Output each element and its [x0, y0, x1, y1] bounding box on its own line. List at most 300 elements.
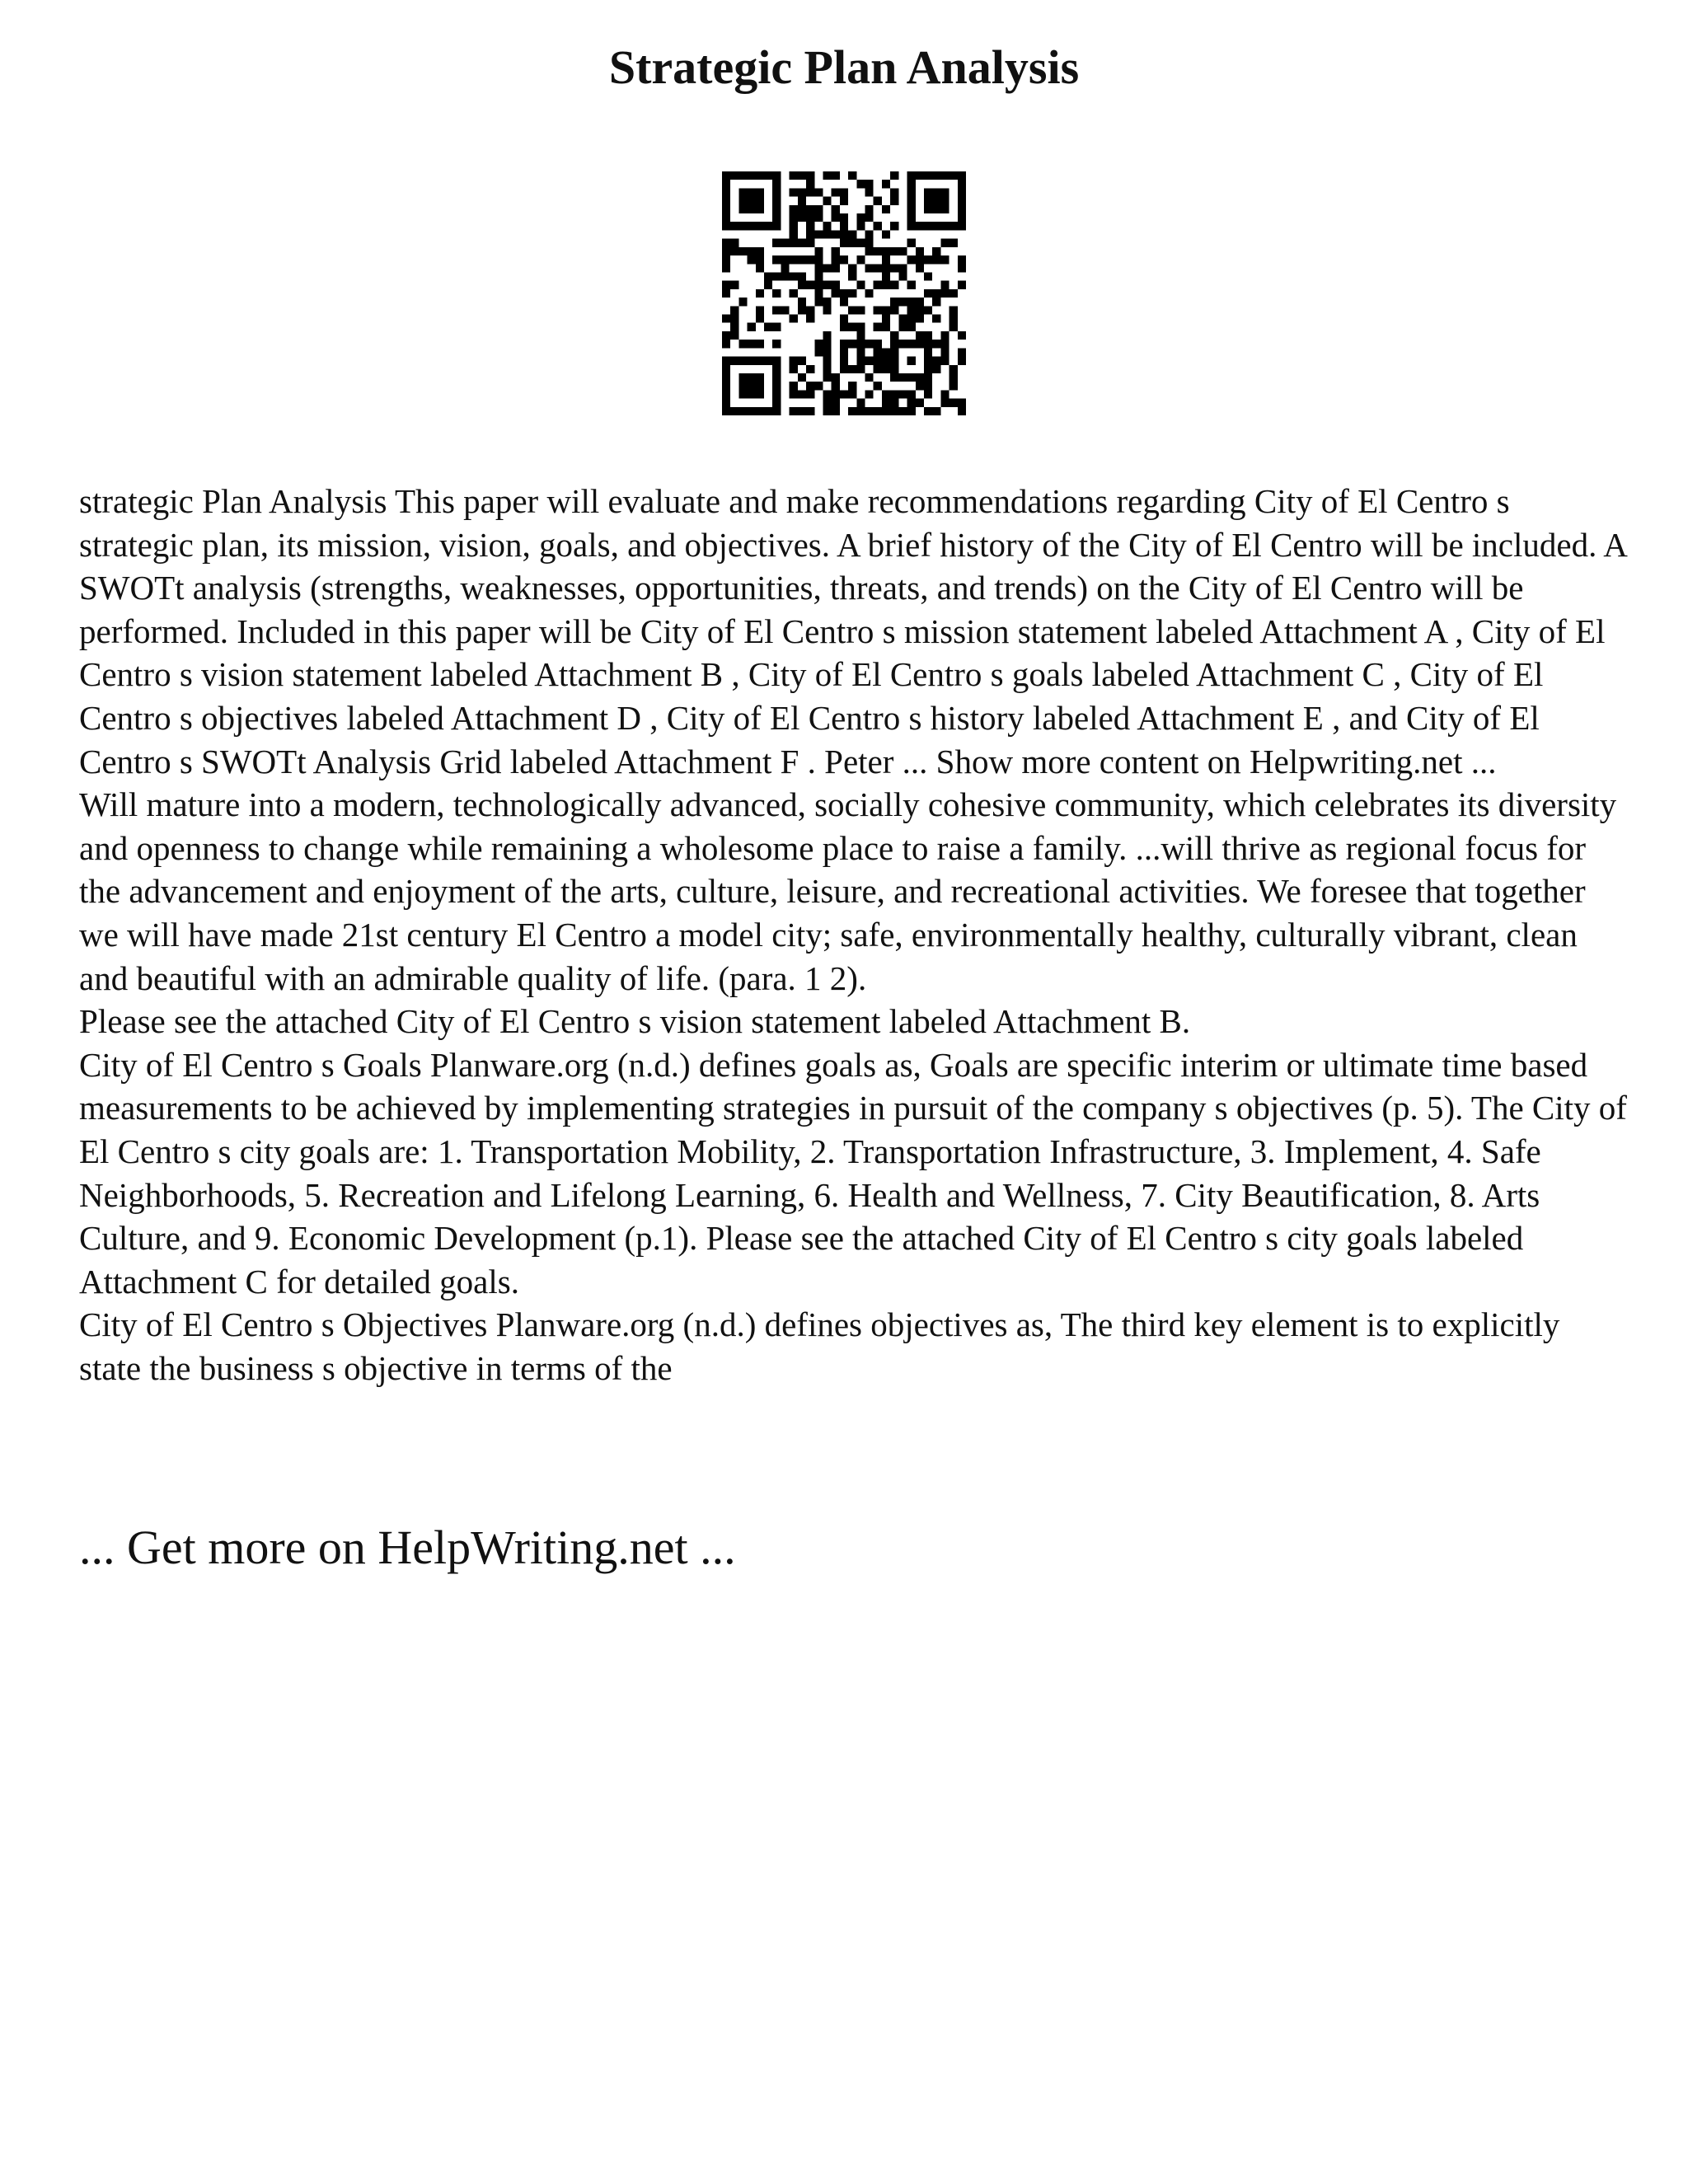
qr-module: [890, 222, 898, 230]
qr-module: [832, 407, 840, 415]
qr-module: [916, 382, 924, 390]
paragraph-vision: Will mature into a modern, technologically advanced, socially cohesive community, which celebrates its diversity and openness to change while remaining a wholesome place to raise a family. ...will thrive as regional focus for the advancement and enjoyment of the arts, culture, leisure, and recreational activities. We foresee that together we will have made 21st century El Centro a model city; safe, environmentally healthy, culturally vibrant, clean and beautiful with an admirable quality of life. (para. 1 2).: [79, 785, 1617, 997]
qr-module: [890, 331, 898, 340]
qr-module: [907, 399, 916, 407]
qr-module: [890, 171, 898, 180]
qr-module: [814, 289, 823, 298]
qr-module: [806, 407, 814, 415]
qr-module: [730, 222, 738, 230]
qr-module: [958, 197, 966, 205]
qr-module: [790, 188, 798, 196]
qr-module: [772, 323, 781, 331]
qr-module: [907, 188, 916, 196]
qr-module: [806, 239, 814, 247]
qr-module: [798, 255, 806, 264]
qr-module: [848, 390, 856, 398]
qr-module: [874, 281, 882, 289]
qr-module: [814, 247, 823, 255]
qr-module: [823, 340, 831, 348]
qr-module: [722, 407, 730, 415]
qr-module: [738, 390, 747, 398]
qr-module: [932, 289, 940, 298]
qr-module: [940, 348, 949, 356]
qr-module: [748, 382, 756, 390]
qr-module: [790, 289, 798, 298]
qr-module: [748, 390, 756, 398]
qr-module: [790, 205, 798, 213]
qr-module: [748, 255, 756, 264]
qr-module: [756, 306, 764, 314]
qr-module: [840, 239, 848, 247]
qr-module: [932, 171, 940, 180]
qr-module: [924, 331, 932, 340]
qr-module: [950, 306, 958, 314]
qr-module: [798, 205, 806, 213]
qr-module: [932, 340, 940, 348]
qr-module: [856, 255, 865, 264]
qr-module: [907, 180, 916, 188]
qr-module: [840, 230, 848, 238]
qr-module: [874, 348, 882, 356]
qr-module: [856, 357, 865, 365]
qr-module: [781, 272, 789, 280]
qr-module: [806, 382, 814, 390]
qr-module: [806, 255, 814, 264]
qr-module: [823, 230, 831, 238]
qr-module: [932, 255, 940, 264]
qr-module: [823, 222, 831, 230]
qr-module: [722, 357, 730, 365]
qr-module: [806, 230, 814, 238]
qr-module: [756, 255, 764, 264]
qr-module: [832, 382, 840, 390]
qr-module: [848, 323, 856, 331]
qr-module: [932, 247, 940, 255]
qr-module: [772, 390, 781, 398]
qr-module: [840, 289, 848, 298]
qr-module: [874, 222, 882, 230]
qr-module: [856, 348, 865, 356]
qr-module: [865, 357, 874, 365]
qr-code: [722, 171, 966, 415]
qr-module: [738, 382, 747, 390]
qr-module: [890, 197, 898, 205]
qr-module: [814, 298, 823, 306]
qr-module: [848, 382, 856, 390]
qr-module: [748, 197, 756, 205]
qr-module: [722, 315, 730, 323]
qr-module: [781, 306, 789, 314]
qr-module: [832, 255, 840, 264]
qr-module: [924, 289, 932, 298]
qr-module: [950, 315, 958, 323]
qr-module: [832, 373, 840, 382]
qr-module: [890, 399, 898, 407]
qr-module: [940, 171, 949, 180]
qr-module: [898, 340, 907, 348]
qr-module: [848, 306, 856, 314]
qr-module: [814, 281, 823, 289]
qr-module: [848, 272, 856, 280]
qr-module: [916, 171, 924, 180]
qr-module: [865, 247, 874, 255]
qr-module: [790, 315, 798, 323]
qr-module: [840, 340, 848, 348]
qr-module: [772, 365, 781, 373]
qr-module: [722, 281, 730, 289]
qr-module: [874, 197, 882, 205]
qr-module: [950, 239, 958, 247]
qr-module: [882, 247, 890, 255]
qr-module: [840, 315, 848, 323]
qr-module: [950, 399, 958, 407]
qr-module: [950, 382, 958, 390]
qr-module: [890, 306, 898, 314]
qr-module: [882, 272, 890, 280]
qr-module: [840, 323, 848, 331]
qr-module: [814, 272, 823, 280]
qr-module: [932, 357, 940, 365]
qr-module: [856, 331, 865, 340]
qr-module: [823, 197, 831, 205]
qr-module: [882, 390, 890, 398]
qr-module: [848, 230, 856, 238]
qr-module: [722, 365, 730, 373]
qr-module: [722, 205, 730, 213]
qr-module: [798, 239, 806, 247]
qr-module: [916, 399, 924, 407]
qr-module: [756, 357, 764, 365]
qr-module: [722, 239, 730, 247]
qr-module: [856, 222, 865, 230]
paragraph-goals: City of El Centro s Goals Planware.org (n.d.) defines goals as, Goals are specific interim or ultimate time based measurements to be achieved by implementing strategies in pursuit of the company s objectives (p. 5). The City of El Centro s city goals are: 1. Transportation Mobility, 2. Transportation Infrastructure, 3. Implement, 4. Safe Neighborhoods, 5. Recreation and Lifelong Learning, 6. Health and Wellness, 7. City Beautification, 8. Arts Culture, and 9. Economic Development (p.1). Please see the attached City of El Centro s city goals labeled Attachment C for detailed goals.: [79, 1045, 1627, 1301]
qr-module: [865, 205, 874, 213]
qr-module: [958, 188, 966, 196]
qr-module: [898, 373, 907, 382]
qr-module: [832, 188, 840, 196]
qr-module: [898, 315, 907, 323]
get-more-link[interactable]: ... Get more on HelpWriting.net ...: [79, 1521, 736, 1574]
qr-module: [823, 331, 831, 340]
qr-module: [958, 281, 966, 289]
qr-module: [798, 306, 806, 314]
qr-module: [907, 373, 916, 382]
qr-module: [932, 407, 940, 415]
qr-module: [730, 306, 738, 314]
qr-module: [916, 264, 924, 272]
qr-module: [772, 205, 781, 213]
qr-module: [940, 340, 949, 348]
qr-module: [730, 323, 738, 331]
qr-module: [722, 247, 730, 255]
qr-module: [738, 340, 747, 348]
qr-module: [907, 281, 916, 289]
qr-module: [798, 272, 806, 280]
qr-module: [932, 188, 940, 196]
qr-module: [781, 239, 789, 247]
qr-module: [806, 171, 814, 180]
qr-module: [865, 340, 874, 348]
paragraph-objectives: City of El Centro s Objectives Planware.org (n.d.) defines objectives as, The third key element is to explicitly state the business s objective in terms of the: [79, 1305, 1560, 1387]
qr-module: [798, 188, 806, 196]
qr-module: [823, 298, 831, 306]
qr-module: [958, 180, 966, 188]
qr-module: [756, 382, 764, 390]
qr-module: [924, 373, 932, 382]
qr-module: [730, 239, 738, 247]
qr-module: [950, 289, 958, 298]
qr-module: [916, 247, 924, 255]
qr-module: [832, 213, 840, 222]
qr-module: [798, 373, 806, 382]
qr-module: [798, 407, 806, 415]
qr-module: [722, 373, 730, 382]
qr-module: [738, 205, 747, 213]
qr-module: [865, 373, 874, 382]
qr-module: [882, 180, 890, 188]
qr-module: [832, 171, 840, 180]
qr-module: [882, 306, 890, 314]
paragraph-intro: strategic Plan Analysis This paper will evaluate and make recommendations regarding City of El Centro s strategic plan, its mission, vision, goals, and objectives. A brief history of the City of El Centro will be included. A SWOTt analysis (strengths, weaknesses, opportunities, threats, and trends) on the City of El Centro will be performed. Included in this paper will be City of El Centro s mission statement labeled Attachment A , City of El Centro s vision statement labeled Attachment B , City of El Centro s goals labeled Attachment C , City of El Centro s objectives labeled Attachment D , City of El Centro s history labeled Attachment E , and City of El Centro s SWOTt Analysis Grid labeled Attachment F . Peter ... Show more content on Helpwriting.net ...: [79, 482, 1626, 780]
qr-module: [772, 213, 781, 222]
qr-module: [756, 264, 764, 272]
qr-module: [722, 213, 730, 222]
qr-module: [890, 340, 898, 348]
qr-module: [924, 197, 932, 205]
qr-module: [924, 382, 932, 390]
qr-module: [806, 205, 814, 213]
qr-module: [924, 357, 932, 365]
qr-module: [840, 188, 848, 196]
qr-module: [940, 281, 949, 289]
qr-module: [890, 373, 898, 382]
qr-module: [848, 365, 856, 373]
qr-module: [924, 365, 932, 373]
qr-module: [748, 205, 756, 213]
qr-module: [874, 323, 882, 331]
qr-module: [940, 188, 949, 196]
qr-module: [890, 247, 898, 255]
qr-module: [730, 247, 738, 255]
qr-module: [856, 399, 865, 407]
qr-module: [865, 239, 874, 247]
qr-module: [814, 348, 823, 356]
qr-module: [798, 197, 806, 205]
qr-module: [856, 281, 865, 289]
qr-module: [907, 298, 916, 306]
qr-module: [756, 315, 764, 323]
qr-module: [907, 390, 916, 398]
qr-module: [932, 205, 940, 213]
qr-module: [840, 197, 848, 205]
qr-module: [916, 298, 924, 306]
qr-module: [882, 399, 890, 407]
qr-module: [840, 390, 848, 398]
qr-module: [924, 340, 932, 348]
qr-module: [772, 373, 781, 382]
qr-module: [882, 205, 890, 213]
qr-module: [730, 407, 738, 415]
qr-module: [806, 180, 814, 188]
qr-module: [874, 264, 882, 272]
qr-module: [865, 213, 874, 222]
qr-module: [798, 357, 806, 365]
qr-module: [722, 188, 730, 196]
qr-module: [890, 188, 898, 196]
qr-module: [722, 340, 730, 348]
qr-module: [748, 323, 756, 331]
qr-module: [790, 171, 798, 180]
qr-module: [772, 382, 781, 390]
qr-module: [958, 331, 966, 340]
qr-module: [924, 272, 932, 280]
qr-module: [798, 281, 806, 289]
qr-module: [958, 205, 966, 213]
qr-module: [730, 171, 738, 180]
qr-module: [898, 323, 907, 331]
qr-module: [814, 264, 823, 272]
qr-module: [924, 188, 932, 196]
qr-module: [890, 390, 898, 398]
qr-module: [890, 348, 898, 356]
qr-module: [790, 407, 798, 415]
qr-module: [722, 222, 730, 230]
qr-module: [848, 407, 856, 415]
qr-module: [756, 197, 764, 205]
qr-module: [907, 323, 916, 331]
qr-module: [748, 340, 756, 348]
qr-module: [848, 239, 856, 247]
qr-module: [722, 264, 730, 272]
qr-module: [856, 340, 865, 348]
qr-module: [840, 365, 848, 373]
qr-module: [865, 188, 874, 196]
qr-module: [756, 340, 764, 348]
qr-module: [856, 306, 865, 314]
qr-module: [738, 222, 747, 230]
qr-module: [798, 171, 806, 180]
qr-module: [772, 171, 781, 180]
qr-module: [806, 213, 814, 222]
qr-module: [772, 399, 781, 407]
qr-module: [840, 255, 848, 264]
qr-module: [958, 222, 966, 230]
qr-module: [940, 390, 949, 398]
qr-module: [958, 399, 966, 407]
qr-module: [748, 407, 756, 415]
qr-module: [806, 188, 814, 196]
qr-module: [840, 222, 848, 230]
qr-module: [856, 407, 865, 415]
qr-module: [907, 407, 916, 415]
qr-module: [722, 171, 730, 180]
qr-module: [756, 407, 764, 415]
qr-module: [823, 264, 831, 272]
qr-module: [940, 357, 949, 365]
qr-module: [738, 247, 747, 255]
qr-module: [764, 272, 772, 280]
qr-module: [756, 390, 764, 398]
qr-module: [840, 348, 848, 356]
qr-module: [772, 357, 781, 365]
qr-module: [748, 357, 756, 365]
qr-module: [832, 205, 840, 213]
qr-module: [806, 306, 814, 314]
qr-module: [790, 365, 798, 373]
qr-module: [772, 239, 781, 247]
qr-module: [814, 382, 823, 390]
qr-module: [932, 197, 940, 205]
qr-module: [882, 365, 890, 373]
qr-module: [790, 390, 798, 398]
qr-module: [898, 298, 907, 306]
qr-module: [840, 213, 848, 222]
qr-module: [907, 340, 916, 348]
qr-module: [898, 272, 907, 280]
qr-module: [756, 373, 764, 382]
qr-module: [882, 357, 890, 365]
qr-module: [832, 247, 840, 255]
qr-module: [940, 222, 949, 230]
qr-module: [738, 197, 747, 205]
qr-module: [764, 281, 772, 289]
qr-module: [764, 323, 772, 331]
qr-module: [790, 230, 798, 238]
qr-module: [814, 188, 823, 196]
qr-module: [898, 390, 907, 398]
qr-module: [748, 171, 756, 180]
qr-module: [907, 205, 916, 213]
qr-module: [907, 222, 916, 230]
qr-module: [738, 171, 747, 180]
qr-module: [924, 390, 932, 398]
qr-module: [756, 247, 764, 255]
qr-module: [932, 365, 940, 373]
qr-module: [772, 407, 781, 415]
qr-module: [940, 289, 949, 298]
qr-module: [890, 264, 898, 272]
qr-module: [932, 315, 940, 323]
qr-module: [790, 255, 798, 264]
qr-module: [848, 340, 856, 348]
qr-module: [798, 298, 806, 306]
qr-module: [748, 188, 756, 196]
qr-module: [798, 213, 806, 222]
qr-module: [738, 298, 747, 306]
qr-module: [832, 390, 840, 398]
qr-module: [748, 247, 756, 255]
qr-module: [823, 399, 831, 407]
qr-module: [856, 365, 865, 373]
qr-module: [772, 180, 781, 188]
qr-module: [790, 222, 798, 230]
qr-module: [764, 407, 772, 415]
qr-module: [738, 373, 747, 382]
qr-module: [756, 205, 764, 213]
qr-module: [874, 340, 882, 348]
qr-module: [798, 390, 806, 398]
qr-module: [832, 230, 840, 238]
qr-module: [832, 289, 840, 298]
qr-module: [848, 264, 856, 272]
qr-module: [722, 180, 730, 188]
qr-module: [722, 382, 730, 390]
qr-module: [764, 357, 772, 365]
qr-module: [950, 373, 958, 382]
qr-module: [958, 348, 966, 356]
qr-module: [874, 306, 882, 314]
qr-module: [907, 357, 916, 365]
